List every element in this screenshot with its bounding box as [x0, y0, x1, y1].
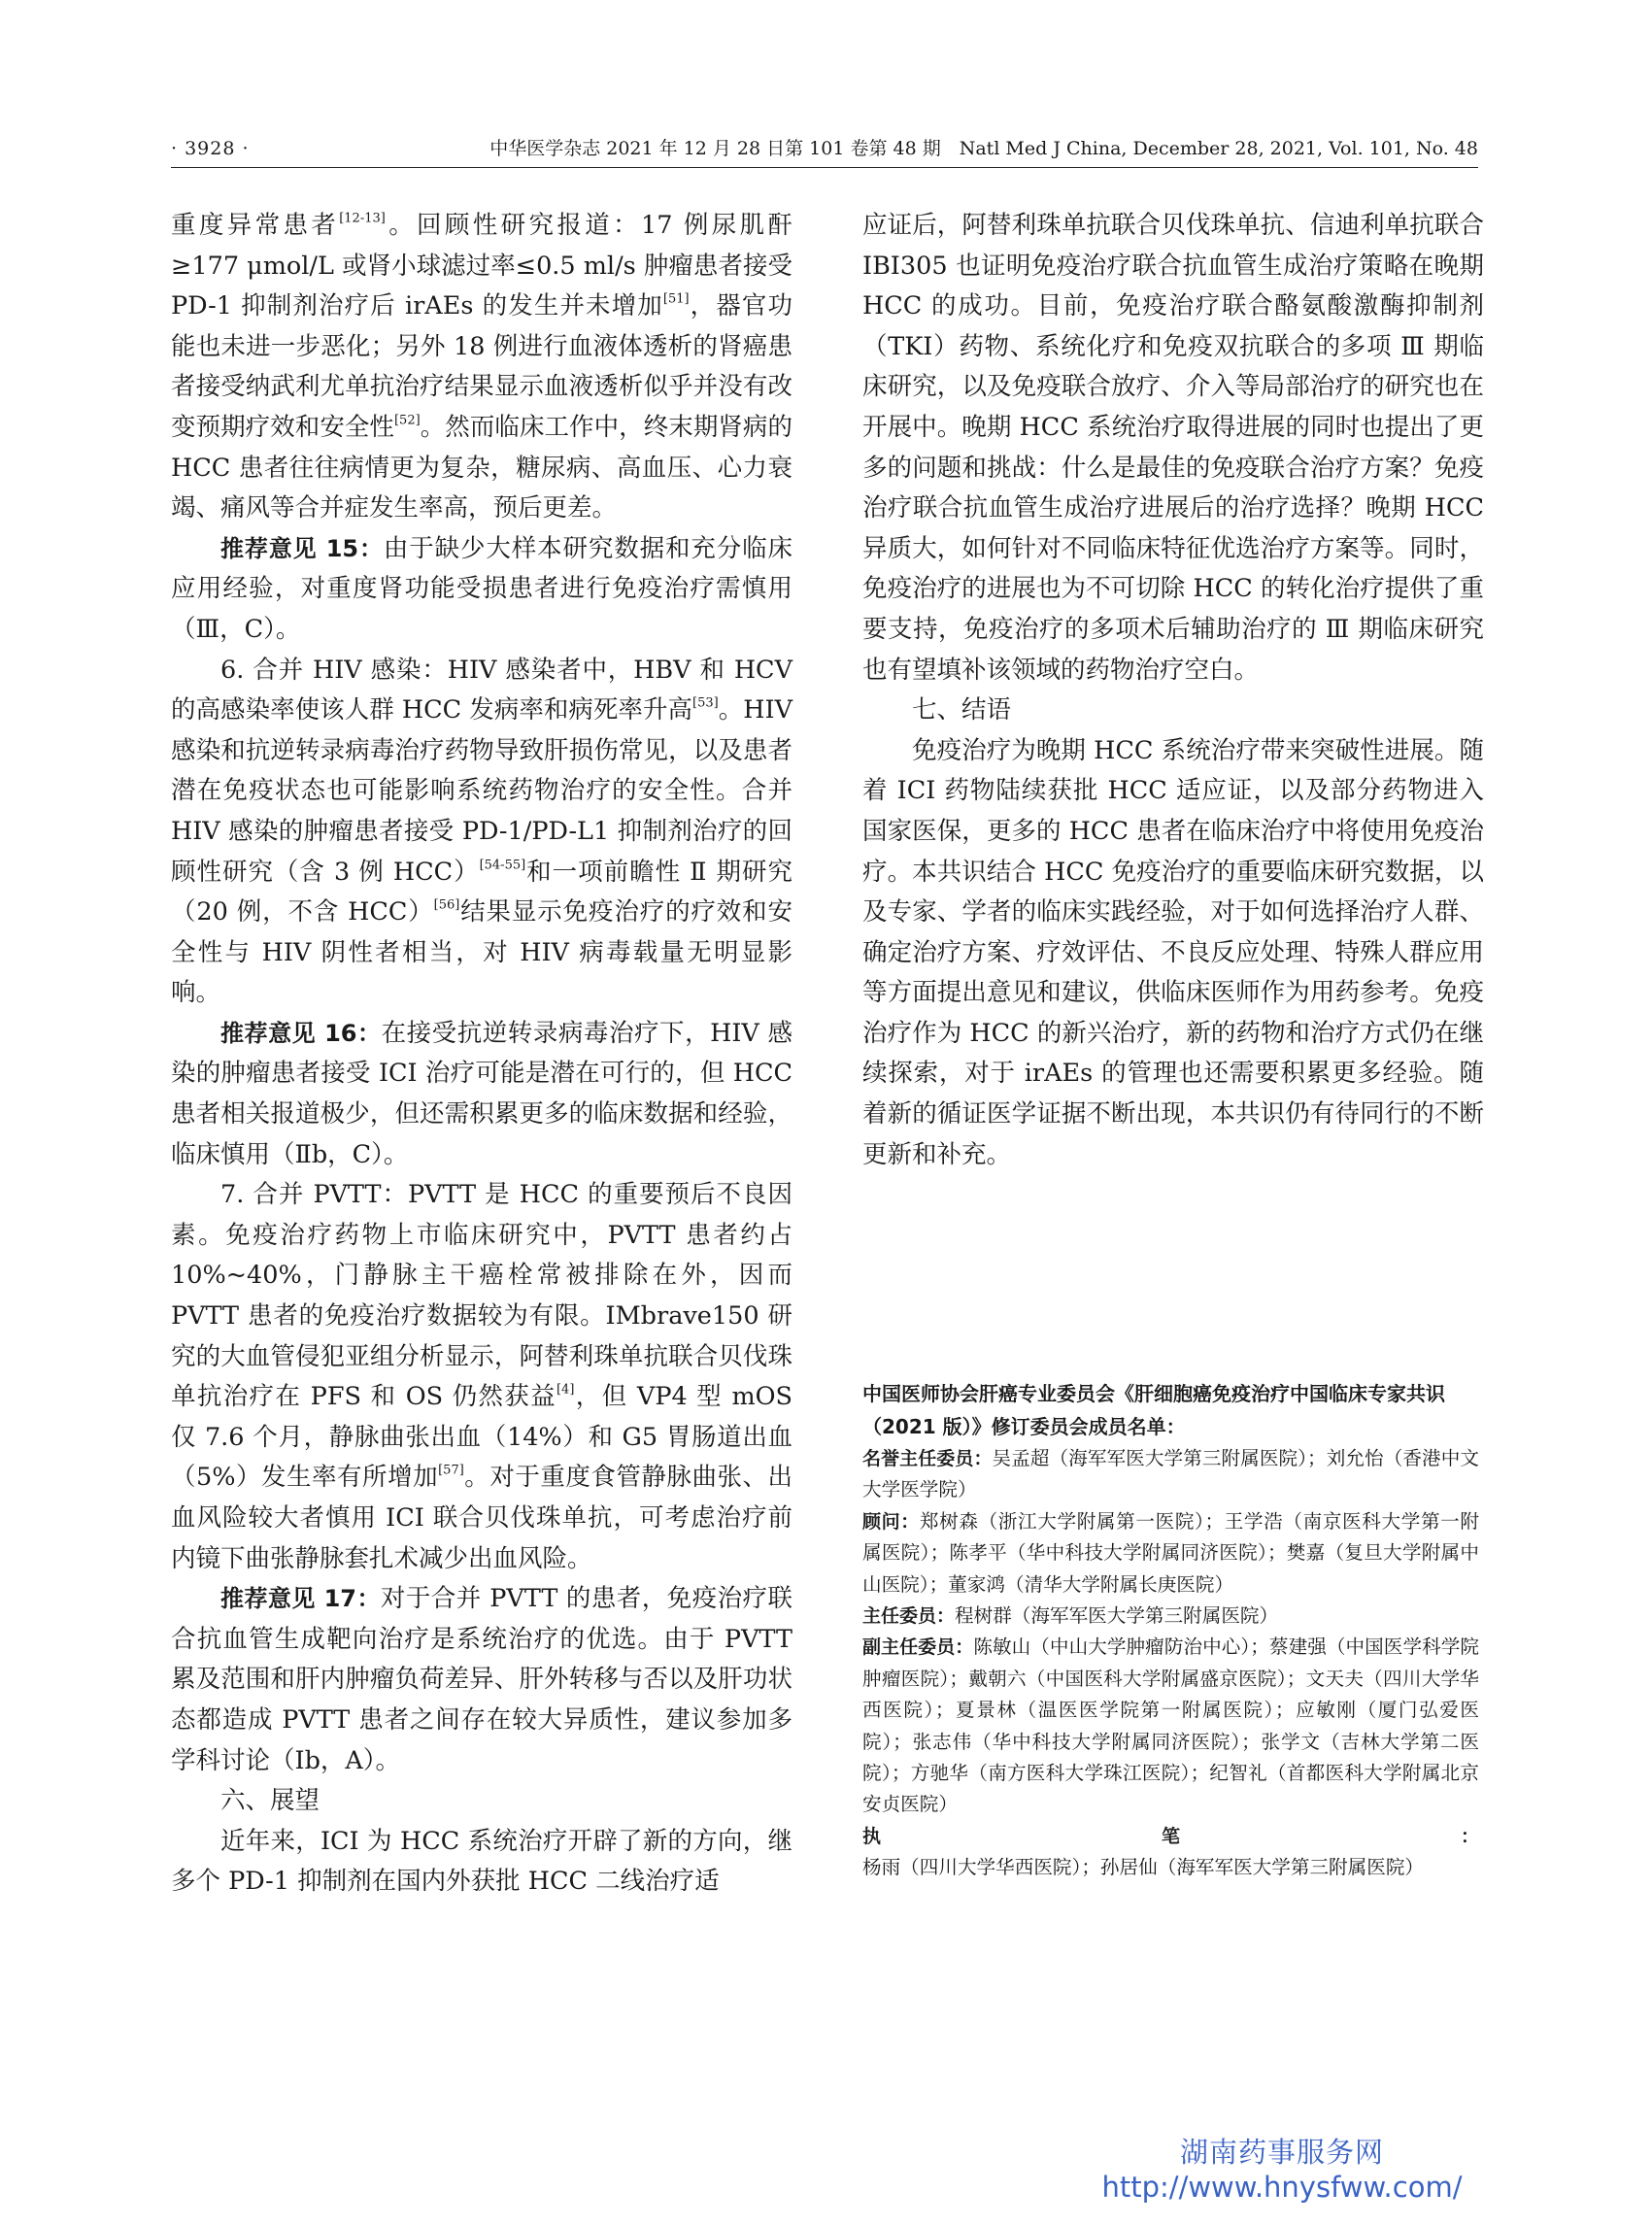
watermark-site-name: 湖南药事服务网 — [1179, 2136, 1384, 2169]
recommendation-label: 推荐意见 15： — [220, 534, 384, 562]
paragraph-outlook-continued: 应证后，阿替利珠单抗联合贝伐珠单抗、信迪利单抗联合 IBI305 也证明免疫治疗联合抗血管生成治疗策略在晚期 HCC 的成功。目前，免疫治疗联合酪氨酸激酶抑制剂（TKI）药物、系统化疗和免疫双抗联合的多项 Ⅲ 期临床研究，以及免疫联合放疗、介入等局部治疗的研究也在开展中。晚期 HCC 系统治疗取得进展的同时也提出了更多的问题和挑战：什么是最佳的免疫联合治疗方案？免疫治疗联合抗血管生成治疗进展后的治疗选择？晚期 HCC 异质大，如何针对不同临床特征优选治疗方案等。同时，免疫治疗的进展也为不可切除 HCC 的转化治疗提供了重要支持，免疫治疗的多项术后辅助治疗的 Ⅲ 期临床研究也有望填补该领域的药物治疗空白。 — [862, 211, 1484, 685]
citation-ref: [54-55] — [479, 857, 526, 872]
citation-ref: [52] — [393, 413, 421, 428]
citation-ref: [51] — [662, 291, 690, 307]
committee-honorary: 名誉主任委员：吴孟超（海军军医大学第三附属医院）；刘允怡（香港中文大学医学院） — [862, 1447, 1479, 1501]
running-header — [171, 136, 1478, 168]
recommendation-15: 推荐意见 15：由于缺少大样本研究数据和充分临床应用经验，对重度肾功能受损患者进行免疫治疗需慎用（Ⅲ，C）。 — [171, 533, 792, 644]
citation-ref: [12-13] — [339, 211, 386, 226]
citation-ref: [57] — [438, 1463, 464, 1478]
committee-advisors: 顾问：郑树森（浙江大学附属第一医院）；王学浩（南京医科大学第一附属医院）；陈孝平（华中科技大学附属同济医院）；樊嘉（复旦大学附属中山医院）；董家鸿（清华大学附属长庚医院） — [862, 1509, 1479, 1596]
paragraph-conclusion: 免疫治疗为晚期 HCC 系统治疗带来突破性进展。随着 ICI 药物陆续获批 HCC 适应证，以及部分药物进入国家医保，更多的 HCC 患者在临床治疗中将使用免疫治疗。本共识结合 HCC 免疫治疗的重要临床研究数据，以及专家、学者的临床实践经验，对于如何选择治疗人群、确定治疗方案、疗效评估、不良反应处理、特殊人群应用等方面提出意见和建议，供临床医师作为用药参考。免疫治疗作为 HCC 的新兴治疗，新的药物和治疗方式仍在继续探索，对于 irAEs 的管理也还需要积累更多经验。随着新的循证医学证据不断出现，本共识仍有待同行的不断更新和补充。 — [862, 735, 1484, 1169]
committee-title: 中国医师协会肝癌专业委员会《肝细胞癌免疫治疗中国临床专家共识（2021 版）》修订委员会成员名单： — [862, 1382, 1445, 1438]
committee-chair: 主任委员：程树群（海军军医大学第三附属医院） — [862, 1604, 1279, 1628]
recommendation-16: 推荐意见 16：在接受抗逆转录病毒治疗下，HIV 感染的肿瘤患者接受 ICI 治疗可能是潜在可行的，但 HCC 患者相关报道极少，但还需积累更多的临床数据和经验，临床慎用（Ⅱb，C）。 — [171, 1018, 792, 1169]
site-watermark — [1059, 2135, 1505, 2205]
citation-ref: [56] — [433, 897, 460, 913]
watermark-url[interactable]: http://www.hnysfww.com/ — [1101, 2171, 1463, 2204]
section-heading-conclusion: 七、结语 — [912, 695, 1012, 725]
recommendation-17: 推荐意见 17：对于合并 PVTT 的患者，免疫治疗联合抗血管生成靶向治疗是系统治疗的优选。由于 PVTT 累及范围和肝内肿瘤负荷差异、肝外转移与否以及肝功状态都造成 PVTT 患者之间存在较大异质性，建议参加多学科讨论（Ⅰb，A）。 — [171, 1584, 792, 1775]
paragraph-hiv: 6. 合并 HIV 感染：HIV 感染者中，HBV 和 HCV 的高感染率使该人群 HCC 发病率和病死率升高[53]。HIV 感染和抗逆转录病毒治疗药物导致肝损伤常见，以及患者潜在免疫状态也可能影响系统药物治疗的安全性。合并 HIV 感染的肿瘤患者接受 PD-1/PD-L1 抑制剂治疗的回顾性研究（含 3 例 HCC）[54-55]和一项前瞻性 Ⅱ 期研究（20 例，不含 HCC）[56]结果显示免疫治疗的疗效和安全性与 HIV 阴性者相当，对 HIV 病毒载量无明显影响。 — [171, 655, 792, 1008]
citation-ref: [53] — [692, 695, 719, 711]
role-label: 执笔： — [862, 1825, 1479, 1847]
committee-writers: 执笔：杨雨（四川大学华西医院）；孙居仙（海军军医大学第三附属医院） — [862, 1825, 1479, 1879]
role-label: 主任委员： — [862, 1605, 956, 1628]
paragraph-renal: 重度异常患者[12-13]。回顾性研究报道：17 例尿肌酐≥177 μmol/L 或肾小球滤过率≤0.5 ml/s 肿瘤患者接受 PD-1 抑制剂治疗后 irAEs 的发生并未增加[51]，器官功能也未进一步恶化；另外 18 例进行血液体透析的肾癌患者接受纳武利尤单抗治疗结果显示血液透析似乎并没有改变预期疗效和安全性[52]。然而临床工作中，终末期肾病的 HCC 患者往往病情更为复杂，糖尿病、高血压、心力衰竭、痛风等合并症发生率高，预后更差。 — [171, 211, 792, 523]
section-heading-outlook: 六、展望 — [220, 1786, 320, 1816]
role-label: 名誉主任委员： — [862, 1448, 993, 1469]
page-number: · 3928 · — [171, 138, 250, 159]
citation-ref: [4] — [556, 1382, 575, 1398]
right-column — [862, 206, 1484, 1175]
committee-list — [862, 1377, 1479, 1884]
paragraph-outlook: 近年来，ICI 为 HCC 系统治疗开辟了新的方向，继多个 PD-1 抑制剂在国内外获批 HCC 二线治疗适 — [171, 1826, 792, 1897]
journal-citation: 中华医学杂志 2021 年 12 月 28 日第 101 卷第 48 期 Natl Med J China, December 28, 2021, Vol. 101, No. 48 — [489, 138, 1478, 159]
recommendation-label: 推荐意见 17： — [220, 1585, 381, 1613]
recommendation-label: 推荐意见 16： — [220, 1019, 382, 1047]
left-column — [171, 206, 792, 1903]
role-label: 顾问： — [862, 1510, 920, 1533]
committee-vice-chairs: 副主任委员：陈敏山（中山大学肿瘤防治中心）；蔡建强（中国医学科学院肿瘤医院）；戴朝六（中国医科大学附属盛京医院）；文天夫（四川大学华西医院）；夏景林（温医医学院第一附属医院）；应敏刚（厦门弘爱医院）；张志伟（华中科技大学附属同济医院）；张学文（吉林大学第二医院）；方驰华（南方医科大学珠江医院）；纪智礼（首都医科大学附属北京安贞医院） — [862, 1635, 1479, 1816]
paragraph-pvtt: 7. 合并 PVTT：PVTT 是 HCC 的重要预后不良因素。免疫治疗药物上市临床研究中，PVTT 患者约占 10%~40%，门静脉主干癌栓常被排除在外，因而 PVTT 患者的免疫治疗数据较为有限。IMbrave150 研究的大血管侵犯亚组分析显示，阿替利珠单抗联合贝伐珠单抗治疗在 PFS 和 OS 仍然获益[4]，但 VP4 型 mOS 仅 7.6 个月，静脉曲张出血（14%）和 G5 胃肠道出血（5%）发生率有所增加[57]。对于重度食管静脉曲张、出血风险较大者慎用 ICI 联合贝伐珠单抗，可考虑治疗前内镜下曲张静脉套扎术减少出血风险。 — [171, 1180, 793, 1573]
role-label: 副主任委员： — [862, 1636, 974, 1659]
